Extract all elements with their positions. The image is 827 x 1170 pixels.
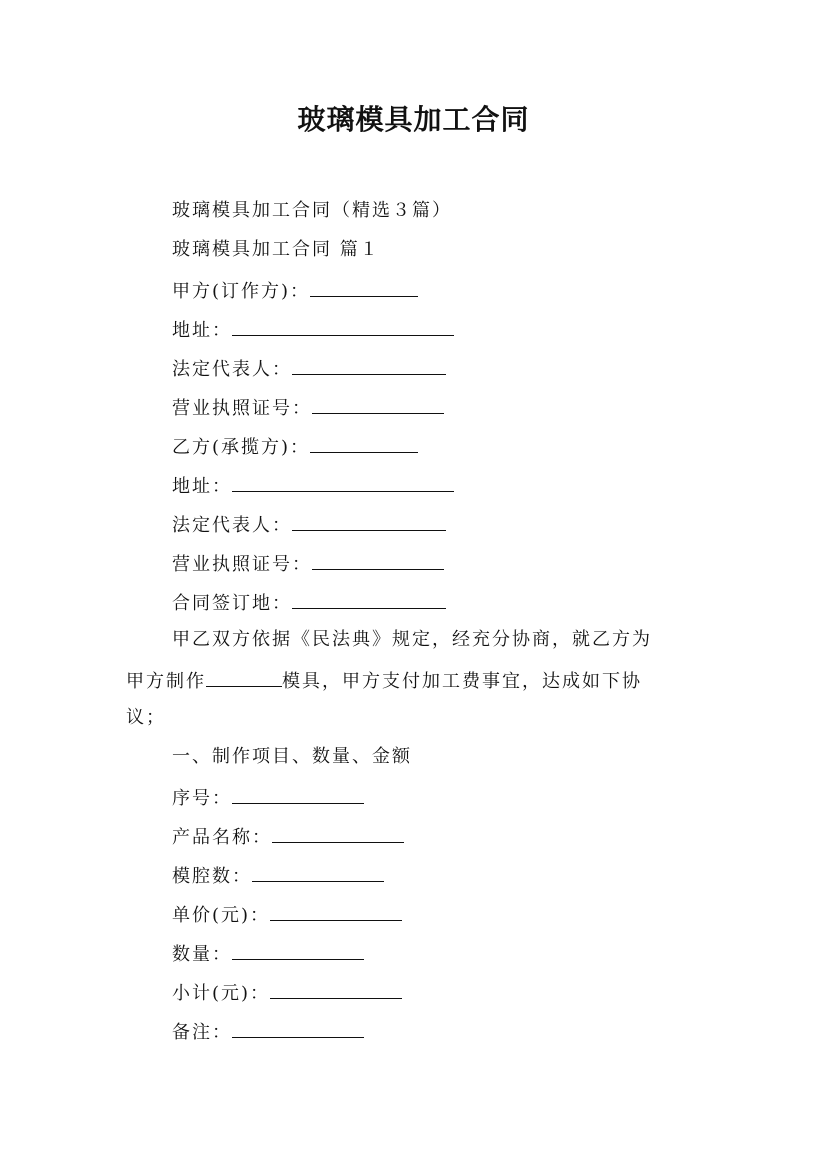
party-b-rep-label: 法定代表人： [172, 515, 292, 536]
product-name-label: 产品名称： [172, 827, 272, 848]
party-a-label: 甲方(订作方)： [172, 281, 311, 302]
quantity-blank [232, 939, 364, 960]
agreement-line-2 [126, 666, 642, 695]
quantity-label: 数量： [172, 944, 232, 965]
remark-field [172, 1017, 364, 1046]
serial-label: 序号： [172, 788, 232, 809]
subtotal-blank [270, 978, 402, 999]
section-heading: 玻璃模具加工合同 篇１ [172, 239, 380, 260]
subtotal-label: 小计(元)： [172, 983, 271, 1004]
party-b-address-label: 地址： [172, 476, 232, 497]
party-a-rep-blank [292, 354, 446, 375]
sign-place-field [172, 588, 446, 617]
sign-place-blank [292, 588, 446, 609]
remark-label: 备注： [172, 1022, 232, 1043]
party-b-field [172, 432, 418, 461]
product-name-blank [272, 822, 404, 843]
party-a-address-field [172, 315, 454, 344]
agreement-line-3: 议； [126, 707, 166, 728]
unit-price-field [172, 900, 402, 929]
serial-field [172, 783, 364, 812]
party-a-blank [310, 276, 418, 297]
unit-price-blank [270, 900, 402, 921]
cavity-label: 模腔数： [172, 866, 252, 887]
serial-blank [232, 783, 364, 804]
sign-place-label: 合同签订地： [172, 593, 292, 614]
party-a-field [172, 276, 418, 305]
party-a-rep-field [172, 354, 446, 383]
cavity-field [172, 861, 384, 890]
party-b-address-blank [232, 471, 454, 492]
agreement-line-2-suffix: 模具，甲方支付加工费事宜，达成如下协 [282, 671, 642, 692]
party-b-license-field [172, 549, 444, 578]
party-a-license-label: 营业执照证号： [172, 398, 312, 419]
product-blank [206, 666, 282, 687]
party-b-blank [310, 432, 418, 453]
unit-price-label: 单价(元)： [172, 905, 271, 926]
document-subtitle: 玻璃模具加工合同（精选３篇） [172, 200, 452, 221]
party-a-rep-label: 法定代表人： [172, 359, 292, 380]
party-a-license-field [172, 393, 444, 422]
party-b-rep-blank [292, 510, 446, 531]
party-b-address-field [172, 471, 454, 500]
party-b-license-blank [312, 549, 444, 570]
party-b-rep-field [172, 510, 446, 539]
document-title: 玻璃模具加工合同 [297, 103, 530, 136]
product-name-field [172, 822, 404, 851]
party-a-address-blank [232, 315, 454, 336]
quantity-field [172, 939, 364, 968]
remark-blank [232, 1017, 364, 1038]
agreement-line-1: 甲乙双方依据《民法典》规定，经充分协商，就乙方为 [172, 629, 652, 650]
party-b-label: 乙方(承揽方)： [172, 437, 311, 458]
party-a-address-label: 地址： [172, 320, 232, 341]
subtotal-field [172, 978, 402, 1007]
agreement-line-2-prefix: 甲方制作 [126, 671, 206, 692]
item-heading: 一、制作项目、数量、金额 [172, 746, 412, 767]
party-a-license-blank [312, 393, 444, 414]
party-b-license-label: 营业执照证号： [172, 554, 312, 575]
cavity-blank [252, 861, 384, 882]
